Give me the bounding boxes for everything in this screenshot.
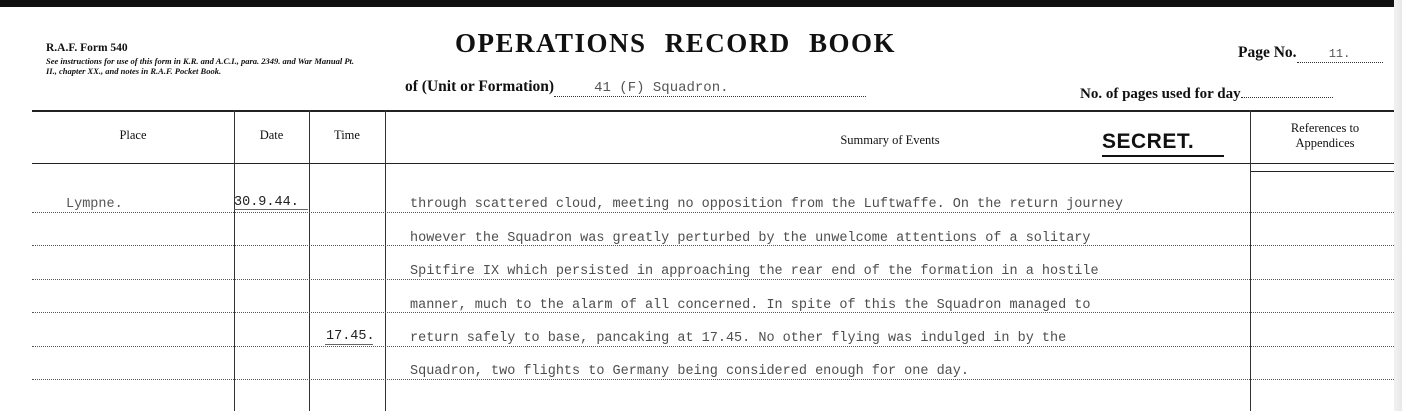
column-header-time: Time [334, 128, 360, 142]
unit-value: 41 (F) Squadron. [594, 80, 729, 96]
date-entry: 30.9.44. [234, 195, 299, 210]
page-number-value: 11. [1328, 47, 1351, 61]
header-bottom-rule [32, 163, 1394, 164]
page-top-edge [0, 0, 1402, 7]
column-divider-references [1250, 110, 1251, 411]
date-underline [234, 209, 308, 210]
summary-line: Spitfire IX which persisted in approaching the rear end of the formation in a hostile [410, 264, 1099, 279]
summary-line: however the Squadron was greatly perturbed by the unwelcome attentions of a solitary [410, 231, 1091, 246]
time-underline [325, 344, 373, 345]
row-rule [32, 212, 1394, 213]
column-header-references: References to Appendices [1290, 121, 1360, 150]
pages-used-line [1241, 97, 1333, 98]
unit-value-line [554, 78, 866, 97]
pages-used-label: No. of pages used for day [1080, 86, 1241, 102]
document-title: OPERATIONS RECORD BOOK [455, 28, 897, 58]
table-top-rule [32, 110, 1394, 112]
column-header-summary: Summary of Events [840, 133, 940, 147]
column-divider-time [309, 110, 310, 411]
classification-underline [1102, 155, 1224, 157]
row-rule [32, 379, 1394, 380]
unit-label: of (Unit or Formation) [405, 78, 555, 95]
page-number-field [1238, 44, 1383, 63]
time-entry: 17.45. [326, 329, 375, 344]
references-subrule [1250, 171, 1394, 172]
pages-used-field [1080, 86, 1333, 103]
row-rule [32, 279, 1394, 280]
page-number-label: Page No. [1238, 44, 1297, 61]
form-number: R.A.F. Form 540 [46, 42, 128, 54]
page-right-edge [1394, 0, 1402, 411]
classification-stamp: SECRET. [1102, 130, 1195, 153]
column-header-place: Place [119, 128, 147, 142]
column-divider-date [234, 110, 235, 411]
summary-line: through scattered cloud, meeting no opposition from the Luftwaffe. On the return journey [410, 197, 1123, 212]
row-rule [32, 346, 1394, 347]
column-divider-summary [385, 110, 386, 411]
summary-line: Squadron, two flights to Germany being considered enough for one day. [410, 364, 969, 379]
unit-field [405, 78, 866, 97]
column-header-date: Date [259, 128, 284, 142]
summary-line: manner, much to the alarm of all concerned. In spite of this the Squadron managed to [410, 298, 1091, 313]
form-instructions: See instructions for use of this form in K.R. and A.C.I., para. 2349. and War Manual Pt. II., chapter XX., and notes in R.A.F. Pocket Book. [46, 56, 355, 76]
page-number-line [1297, 44, 1383, 63]
summary-line: return safely to base, pancaking at 17.45. No other flying was indulged in by the [410, 331, 1067, 346]
place-entry: Lympne. [66, 197, 123, 212]
